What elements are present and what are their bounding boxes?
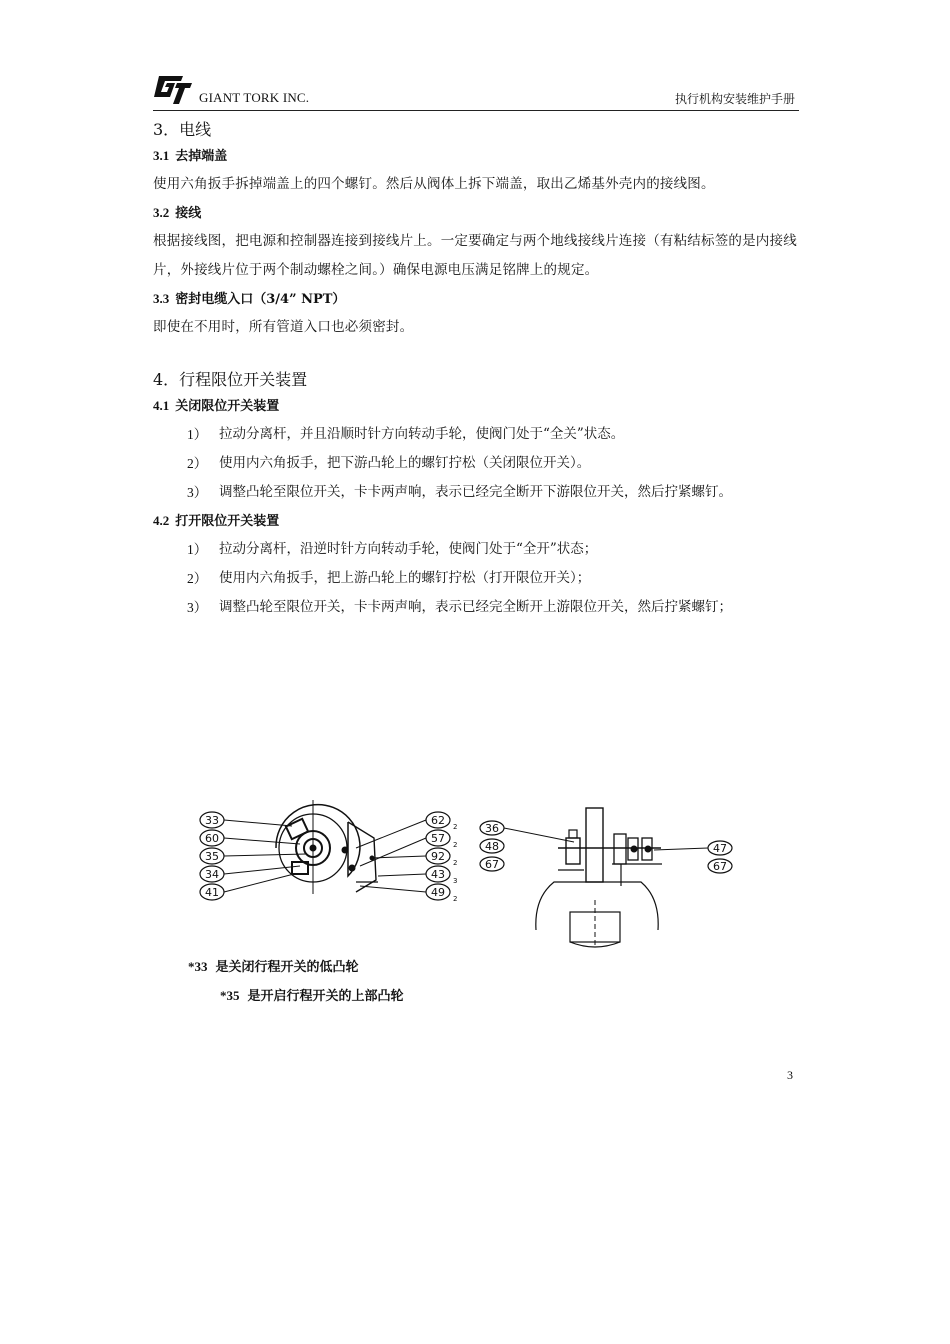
subsection-3-3-heading xyxy=(153,285,803,313)
callout-label: 34 xyxy=(205,868,219,881)
list-text: 使用内六角扳手，把下游凸轮上的螺钉拧松（关闭限位开关）。 xyxy=(219,455,591,471)
list-number: 3） xyxy=(187,485,208,500)
note-text: 是开启行程开关的上部凸轮 xyxy=(247,989,404,1004)
note-number: *33 xyxy=(188,959,208,974)
callout-label: 41 xyxy=(205,886,219,899)
note-text: 是关闭行程开关的低凸轮 xyxy=(215,960,359,975)
callout-label: 49 xyxy=(431,886,445,899)
callout-label: 48 xyxy=(485,840,499,853)
subsection-number: 3.3 xyxy=(153,291,170,306)
list-item xyxy=(187,564,803,593)
callout-label: 35 xyxy=(205,850,219,863)
callout-label: 67 xyxy=(713,860,727,873)
list-number: 3） xyxy=(187,600,208,615)
subsection-number: 4.2 xyxy=(153,513,170,528)
callout-subscript: 2 xyxy=(453,895,458,903)
opening-steps-list xyxy=(187,535,803,622)
callout-label: 57 xyxy=(431,832,445,845)
subsection-3-2-text: 根据接线图，把电源和控制器连接到接线片上。一定要确定与两个地线接线片连接（有粘结标签的是内接线片，外接线片位于两个制动螺栓之间。）确保电源电压满足铭牌上的规定。 xyxy=(153,233,797,278)
section-gap xyxy=(153,342,803,368)
list-item xyxy=(187,535,803,564)
limit-switch-diagram xyxy=(196,800,741,950)
callout-subscript: 2 xyxy=(453,859,458,867)
list-text: 使用内六角扳手，把上游凸轮上的螺钉拧松（打开限位开关）； xyxy=(219,570,591,586)
giant-tork-logo xyxy=(153,70,193,106)
top-view-assembly xyxy=(276,800,378,894)
list-number: 1） xyxy=(187,542,208,557)
side-view-assembly xyxy=(536,808,662,947)
page-header xyxy=(153,64,799,112)
figure-note xyxy=(188,956,359,975)
subsection-title: 去掉端盖 xyxy=(175,149,228,164)
subsection-title: 接线 xyxy=(175,206,202,221)
list-item xyxy=(187,593,803,622)
manual-title: 执行机构安装维护手册 xyxy=(674,92,795,106)
list-item xyxy=(187,449,803,478)
subsection-4-2-heading xyxy=(153,507,803,535)
callout-label: 43 xyxy=(431,868,445,881)
callout-label: 67 xyxy=(485,858,499,871)
list-text: 拉动分离杆，并且沿顺时针方向转动手轮，使阀门处于“全关”状态。 xyxy=(219,426,625,442)
callout-label: 60 xyxy=(205,832,219,845)
section-4-title: 4．行程限位开关装置 xyxy=(153,370,308,389)
list-item xyxy=(187,420,803,449)
callout-subscript: 2 xyxy=(453,823,458,831)
note-number: *35 xyxy=(220,988,240,1003)
callout-label: 92 xyxy=(431,850,445,863)
subsection-4-1-heading xyxy=(153,392,803,420)
header-divider xyxy=(153,110,799,111)
list-text: 调整凸轮至限位开关，卡卡两声响，表示已经完全断开下游限位开关，然后拧紧螺钉。 xyxy=(219,484,732,500)
subsection-3-1-text: 使用六角扳手拆掉端盖上的四个螺钉。然后从阀体上拆下端盖，取出乙烯基外壳内的接线图。 xyxy=(153,176,715,192)
subsection-title: 密封电缆入口（3/4” NPT） xyxy=(175,292,346,307)
subsection-number: 4.1 xyxy=(153,398,170,413)
subsection-3-3-text: 即使在不用时，所有管道入口也必须密封。 xyxy=(153,319,414,335)
callout-label: 36 xyxy=(485,822,499,835)
callout-label: 62 xyxy=(431,814,445,827)
page-number: 3 xyxy=(787,1068,793,1082)
subsection-title: 关闭限位开关装置 xyxy=(175,399,280,414)
closing-steps-list xyxy=(187,420,803,507)
list-item xyxy=(187,478,803,507)
callout-label: 33 xyxy=(205,814,219,827)
list-text: 拉动分离杆，沿逆时针方向转动手轮，使阀门处于“全开”状态； xyxy=(219,541,598,557)
list-number: 2） xyxy=(187,456,208,471)
list-number: 1） xyxy=(187,427,208,442)
subsection-title: 打开限位开关装置 xyxy=(175,514,280,529)
section-3-title: 3．电线 xyxy=(153,120,212,139)
callout-subscript: 2 xyxy=(453,841,458,849)
subsection-3-2-heading xyxy=(153,199,803,227)
list-text: 调整凸轮至限位开关，卡卡两声响，表示已经完全断开上游限位开关，然后拧紧螺钉； xyxy=(219,599,732,615)
page-content xyxy=(153,118,803,622)
company-name: GIANT TORK INC. xyxy=(199,90,310,105)
list-number: 2） xyxy=(187,571,208,586)
callout-label: 47 xyxy=(713,842,727,855)
side-callouts xyxy=(480,821,732,873)
subsection-3-1-heading xyxy=(153,142,803,170)
figure-note xyxy=(220,985,404,1004)
subsection-number: 3.2 xyxy=(153,205,170,220)
subsection-number: 3.1 xyxy=(153,148,170,163)
callout-subscript: 3 xyxy=(453,877,458,885)
